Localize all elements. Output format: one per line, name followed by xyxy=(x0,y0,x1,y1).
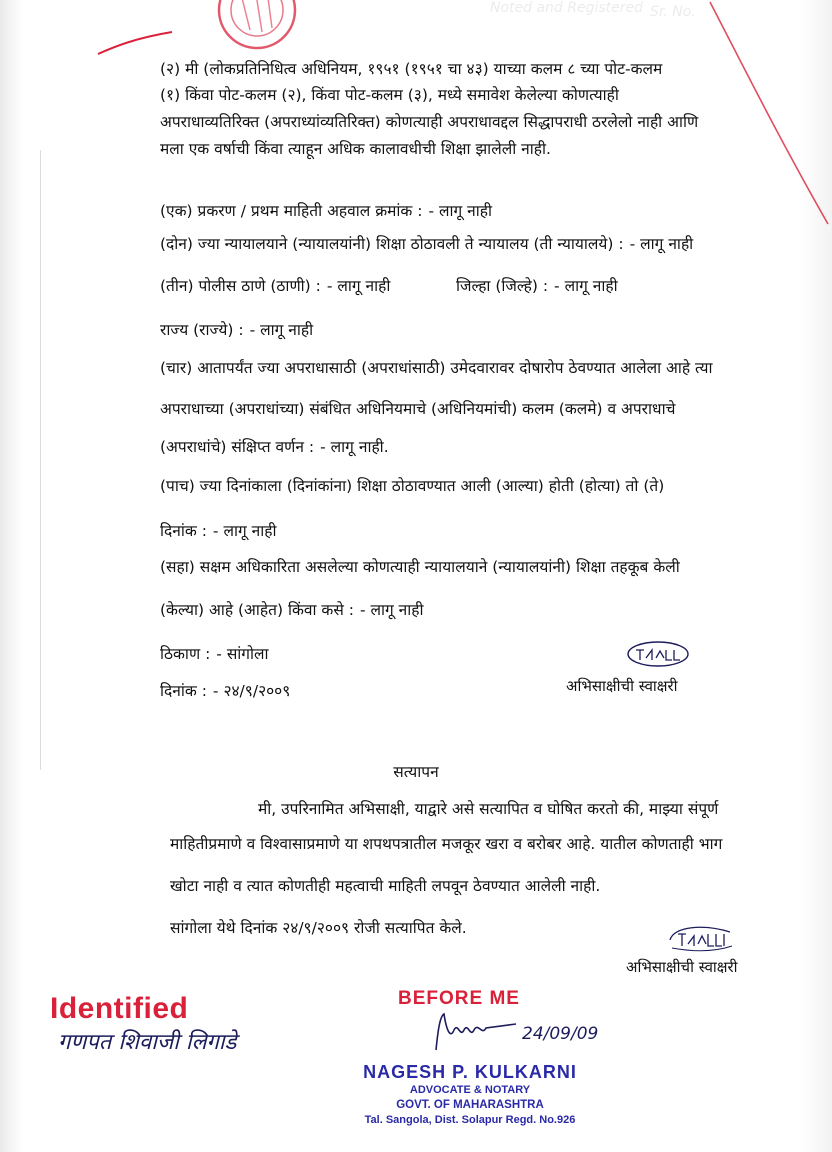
field-offence-value: - लागू नाही. xyxy=(320,438,389,456)
clause2-line-1: (२) मी (लोकप्रतिनिधित्व अधिनियम, १९५१ (१९५१ चा ४३) याच्या कलम ८ च्या पोट-कलम xyxy=(160,60,663,78)
verification-line-4: सांगोला येथे दिनांक २४/९/२००९ रोजी सत्यापित केले. xyxy=(170,919,467,937)
field-court xyxy=(160,233,693,255)
field-case-fir-value: - लागू नाही xyxy=(428,202,493,220)
field-police-station xyxy=(160,275,390,297)
signature-1-label: अभिसाक्षीची स्वाक्षरी xyxy=(566,677,678,695)
clause2-line-3: अपराधाव्यतिरिक्त (अपराध्यांव्यतिरिक्त) कोणत्याही अपराधावद्दल सिद्धापराधी ठरलेलो नाही आणि xyxy=(160,113,699,131)
field-case-fir xyxy=(160,200,492,222)
field-date-value-value: - लागू नाही xyxy=(212,522,277,540)
before-me-stamp: BEFORE ME xyxy=(398,988,520,1009)
field-district-label: जिल्हा (जिल्हे) : xyxy=(456,277,549,295)
signature-1-icon xyxy=(622,638,692,670)
field-offence-line-3 xyxy=(160,436,389,458)
field-police-station-value: - लागू नाही xyxy=(326,277,391,295)
field-district xyxy=(456,275,618,297)
field-place xyxy=(160,643,269,665)
red-margin-stroke-icon xyxy=(700,0,832,230)
field-date-value-2: - २४/९/२००९ xyxy=(212,682,291,700)
field-date xyxy=(160,680,290,702)
field-offence-line-1: (चार) आतापर्यंत ज्या अपराधासाठी (अपराधांसाठी) उमेदवारावर दोषारोप ठेवण्यात आलेला आहे त्या xyxy=(160,359,713,377)
verification-line-3: खोटा नाही व त्यात कोणतीही महत्वाची माहिती लपवून ठेवण्यात आलेली नाही. xyxy=(170,877,601,895)
field-date-value-label: दिनांक : xyxy=(160,522,207,540)
field-place-value: - सांगोला xyxy=(216,645,269,663)
round-seal-icon xyxy=(212,0,302,60)
notary-date-handwriting: 24/09/09 xyxy=(522,1024,599,1044)
field-state-label: राज्य (राज्ये) : xyxy=(160,321,244,339)
notary-regd-stamp: Tal. Sangola, Dist. Solapur Regd. No.926 xyxy=(364,1114,576,1126)
verification-title: सत्यापन xyxy=(393,763,439,781)
notary-signature-icon xyxy=(430,1010,520,1054)
signature-2-icon xyxy=(664,922,736,954)
clause2-line-4: मला एक वर्षाची किंवा त्याहून अधिक कालावधीची शिक्षा झालेली नाही. xyxy=(160,140,551,158)
field-police-station-label: (तीन) पोलीस ठाणे (ठाणी) : xyxy=(160,277,321,295)
field-date-value xyxy=(160,520,276,542)
field-case-fir-label: (एक) प्रकरण / प्रथम माहिती अहवाल क्रमांक : xyxy=(160,202,423,220)
field-stay-line-1: (सहा) सक्षम अधिकारिता असलेल्या कोणत्याही न्यायालयाने (न्यायालयांनी) शिक्षा तहकूब केली xyxy=(160,558,680,576)
ghost-header-text: Noted and Registered xyxy=(490,0,644,16)
notary-govt-stamp: GOVT. OF MAHARASHTRA xyxy=(396,1099,544,1111)
signature-2-label: अभिसाक्षीची स्वाक्षरी xyxy=(626,958,738,976)
clause2-line-2: (१) किंवा पोट-कलम (२), किंवा पोट-कलम (३), मध्ये समावेश केलेल्या कोणत्याही xyxy=(160,86,619,104)
red-pen-stroke-icon xyxy=(96,28,176,58)
field-state xyxy=(160,319,313,341)
notary-name-stamp: NAGESH P. KULKARNI xyxy=(363,1062,577,1082)
field-state-value: - लागू नाही xyxy=(249,321,314,339)
verification-line-2: माहितीप्रमाणे व विश्वासाप्रमाणे या शपथपत्रातील मजकूर खरा व बरोबर आहे. यातील कोणताही भाग xyxy=(170,835,723,853)
field-date-label: दिनांक : xyxy=(160,682,207,700)
field-stay-label: (केल्या) आहे (आहेत) किंवा कसे : xyxy=(160,601,354,619)
identified-handwriting: गणपत शिवाजी लिगाडे xyxy=(58,1030,237,1055)
field-place-label: ठिकाण : xyxy=(160,645,211,663)
verification-line-1: मी, उपरिनामित अभिसाक्षी, याद्वारे असे सत्यापित व घोषित करतो की, माझ्या संपूर्ण xyxy=(258,800,719,818)
field-date-line: (पाच) ज्या दिनांकाला (दिनांकांना) शिक्षा ठोठावण्यात आली (आल्या) होती (होत्या) तो (ते) xyxy=(160,477,665,495)
notary-title-stamp: ADVOCATE & NOTARY xyxy=(409,1084,531,1096)
ghost-header-right: Sr. No. xyxy=(650,4,696,20)
field-stay-value: - लागू नाही xyxy=(359,601,424,619)
page-fold-line xyxy=(40,150,41,770)
field-offence-label: (अपराधांचे) संक्षिप्त वर्णन : xyxy=(160,438,315,456)
field-court-label: (दोन) ज्या न्यायालयाने (न्यायालयांनी) शिक्षा ठोठावली ते न्यायालय (ती न्यायालये) : xyxy=(160,235,624,253)
identified-stamp: Identified xyxy=(50,992,189,1025)
field-offence-line-2: अपराधाच्या (अपराधांच्या) संबंधित अधिनियमाचे (अधिनियमांची) कलम (कलमे) व अपराधाचे xyxy=(160,400,676,418)
field-court-value: - लागू नाही xyxy=(629,235,694,253)
field-stay-line-2 xyxy=(160,599,424,621)
field-district-value: - लागू नाही xyxy=(554,277,618,295)
